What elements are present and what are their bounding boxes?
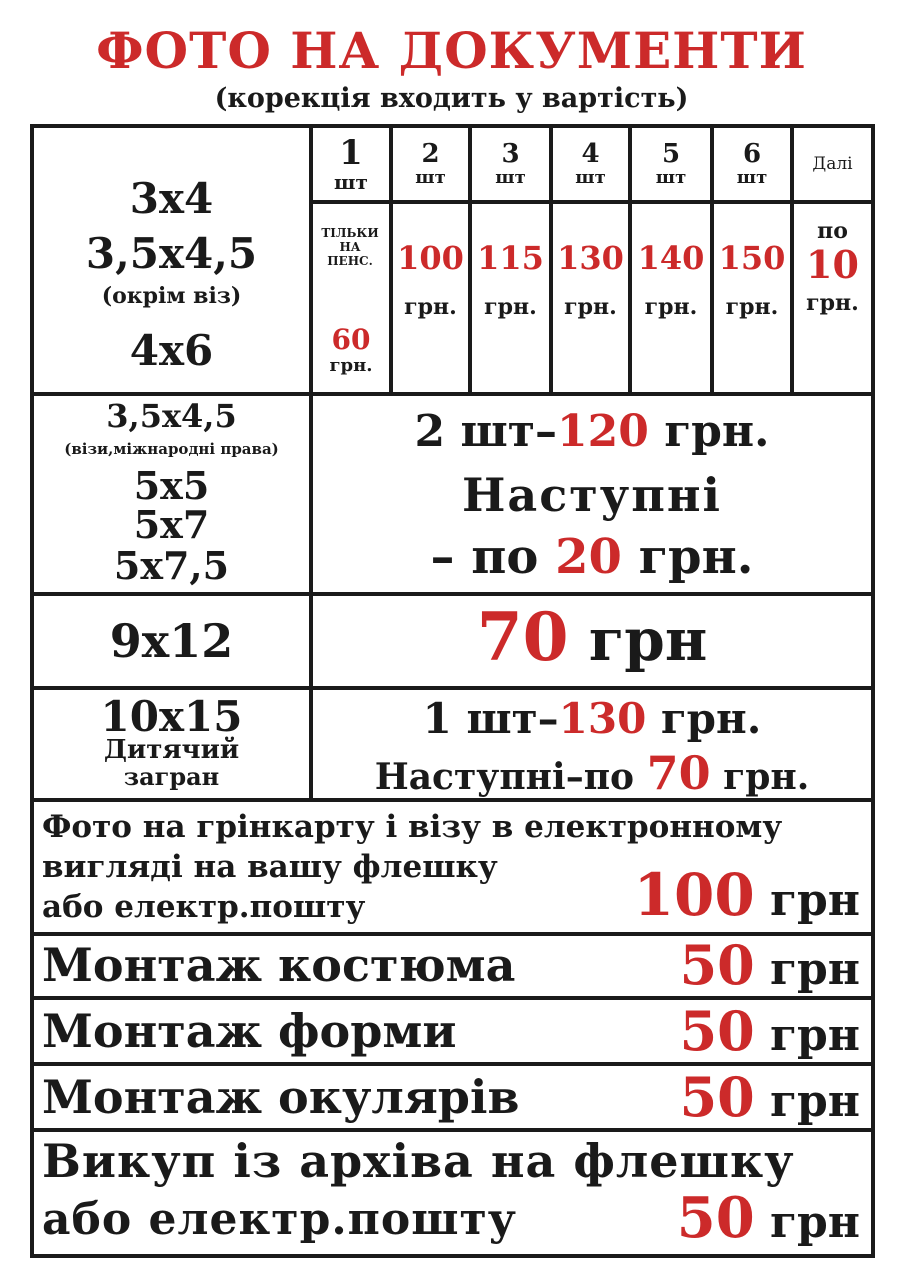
price-unit: грн. [564,294,617,320]
price-value: 50 [679,999,755,1063]
archive-price [560,1185,860,1251]
service-label: Монтаж форми [42,1004,457,1058]
qty-header-6 [714,128,790,200]
price-value: 120 [557,406,649,457]
price-unit: грн. [646,694,762,743]
size-label: 3,5x4,5 [85,229,258,278]
price-text: Наступні–по [374,756,647,798]
price-value: 20 [555,529,622,585]
qty-unit: шт [736,167,768,188]
greencard-line: або електр.пошту [42,889,366,925]
price-value: 70 [646,746,711,800]
next-prefix: по [817,218,848,244]
price-unit: грн [754,1197,860,1248]
price-value: 70 [476,598,569,676]
price-line [313,694,871,743]
qty-number: 3 [501,139,520,169]
size-label: 5x7 [133,502,210,547]
qty-number: 4 [581,139,600,169]
divider [30,392,875,396]
qty-header-4 [553,128,628,200]
qty-unit: шт [575,167,606,188]
service-label: Монтаж костюма [42,938,516,992]
service-price [560,999,860,1063]
price-line [313,746,871,800]
qty-header-3 [472,128,549,200]
size-note: (візи,міжнародні права) [64,440,279,458]
price-text: – по [430,529,556,585]
size-label: 3x4 [129,174,214,223]
qty-number: 6 [742,139,762,169]
price-unit: грн. [404,294,457,320]
price-line: Наступні [461,468,723,522]
price-unit: грн [754,1010,860,1061]
price-value: 130 [557,239,624,277]
size-label: 9x12 [109,614,234,668]
price-value: 140 [637,239,705,277]
price-unit: грн. [644,294,698,320]
price-value: 50 [679,1065,755,1129]
page-title: ФОТО НА ДОКУМЕНТИ [96,21,807,80]
price-line [313,529,871,585]
qty-unit: шт [655,167,687,188]
price-value: 50 [676,1185,755,1251]
size-label: 5x7,5 [113,543,230,588]
next-price: 10 [806,242,859,287]
size-note: (окрім віз) [101,283,242,309]
size-label: 10x15 [100,692,243,741]
service-price [560,933,860,997]
divider [30,686,875,690]
price-text: 2 шт– [414,406,558,457]
price-value: 115 [477,239,544,277]
price-unit: грн. [329,355,373,376]
price-unit: грн. [621,529,754,585]
price-value: 150 [718,239,786,277]
price-unit: грн. [710,756,810,798]
price-unit: грн. [648,406,770,457]
qty-unit: шт [495,167,526,188]
price-unit: грн [568,606,708,674]
page-subtitle: (корекція входить у вартість) [214,83,689,114]
qty-number: 5 [661,139,681,169]
service-price [560,1065,860,1129]
price-line [313,406,871,457]
qty-number: 1 [339,133,363,173]
qty-unit: шт [334,170,368,194]
divider [30,592,875,596]
service-label: Монтаж окулярів [42,1070,520,1124]
qty-header-5 [632,128,710,200]
size-note: Дитячий [103,735,240,765]
next-unit: грн. [806,290,859,316]
size-label: 5x5 [133,463,210,508]
price-unit: грн. [484,294,537,320]
qty-number: 2 [421,139,440,169]
price-text: 1 шт– [422,694,559,743]
qty-header-next [794,128,871,200]
price-line [313,598,871,676]
pension-note: ТІЛЬКИ НА ПЕНС. [321,226,379,268]
greencard-line: вигляді на вашу флешку [42,849,498,885]
archive-line: або електр.пошту [42,1194,517,1245]
price-unit: грн [754,1076,860,1127]
price-value: 100 [397,239,464,277]
size-note: загран [123,762,220,791]
divider [30,798,875,802]
greencard-price [560,861,860,929]
price-unit: грн [754,875,860,926]
price-value: 100 [633,861,755,929]
qty-header-1 [313,128,389,200]
qty-unit: шт [415,167,446,188]
qty-number: Далі [812,153,853,174]
price-value: 50 [679,933,755,997]
price-value: 130 [558,694,647,743]
price-unit: грн. [725,294,779,320]
archive-line: Викуп із архіва на флешку [42,1134,795,1188]
size-label: 4x6 [129,326,214,375]
price-value: 60 [331,323,371,356]
qty-header-2 [393,128,468,200]
price-unit: грн [754,944,860,995]
divider [309,124,313,798]
size-label: 3,5x4,5 [106,397,237,435]
greencard-line: Фото на грінкарту і візу в електронному [42,809,783,845]
